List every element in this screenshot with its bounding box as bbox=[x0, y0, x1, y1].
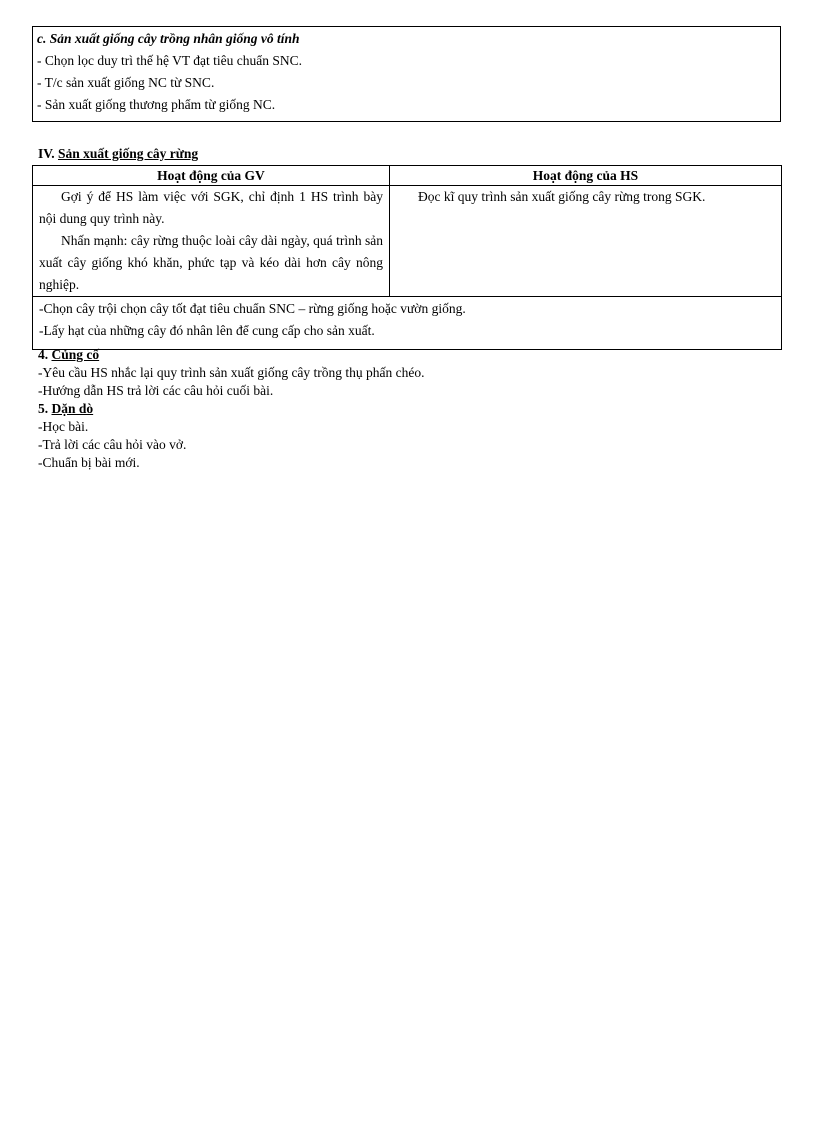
section-5-line-1: -Học bài. bbox=[38, 419, 89, 434]
section-5-heading bbox=[38, 400, 778, 418]
gv-activity-cell bbox=[33, 186, 390, 297]
section-5-number: 5. bbox=[38, 401, 49, 416]
section-c-heading: c. Sản xuất giống cây trồng nhân giống vô tính bbox=[37, 31, 300, 46]
column-header-gv: Hoạt động của GV bbox=[33, 166, 390, 186]
section-5-line-3: -Chuẩn bị bài mới. bbox=[38, 455, 140, 470]
section-5-line-2: -Trả lời các câu hỏi vào vở. bbox=[38, 437, 187, 452]
section-4-line-2: -Hướng dẫn HS trả lời các câu hỏi cuối bài. bbox=[38, 383, 274, 398]
gv-paragraph-2: Nhấn mạnh: cây rừng thuộc loài cây dài ngày, quá trình sản xuất cây giống khó khăn, phức tạp và kéo dài hơn cây nông nghiệp. bbox=[39, 233, 383, 292]
section-iv-title bbox=[38, 144, 198, 164]
column-header-hs: Hoạt động của HS bbox=[390, 166, 782, 186]
summary-cell bbox=[33, 297, 782, 350]
gv-paragraph-1: Gợi ý để HS làm việc với SGK, chỉ định 1 HS trình bày nội dung quy trình này. bbox=[39, 189, 383, 226]
section-c-line-1: - Chọn lọc duy trì thế hệ VT đạt tiêu chuẩn SNC. bbox=[37, 53, 302, 68]
hs-activity-cell bbox=[390, 186, 782, 297]
activity-table bbox=[32, 165, 782, 350]
section-4-line-1: -Yêu cầu HS nhắc lại quy trình sản xuất giống cây trồng thụ phấn chéo. bbox=[38, 365, 425, 380]
closing-sections bbox=[38, 346, 778, 472]
section-4-heading bbox=[38, 346, 778, 364]
section-c-line-3: - Sản xuất giống thương phẩm từ giống NC. bbox=[37, 97, 276, 112]
section-4-number: 4. bbox=[38, 347, 49, 362]
section-iv-number: IV. bbox=[38, 146, 55, 161]
section-c-box bbox=[32, 26, 781, 122]
summary-line-2: -Lấy hạt của những cây đó nhân lên để cung cấp cho sản xuất. bbox=[39, 323, 375, 338]
summary-line-1: -Chọn cây trội chọn cây tốt đạt tiêu chuẩn SNC – rừng giống hoặc vườn giống. bbox=[39, 301, 466, 316]
section-c-line-2: - T/c sản xuất giống NC từ SNC. bbox=[37, 75, 215, 90]
section-5-title: Dặn dò bbox=[51, 401, 94, 416]
section-4-title: Củng cố bbox=[51, 347, 100, 362]
hs-paragraph: Đọc kĩ quy trình sản xuất giống cây rừng trong SGK. bbox=[418, 189, 706, 204]
section-iv-title-text: Sản xuất giống cây rừng bbox=[58, 146, 199, 161]
